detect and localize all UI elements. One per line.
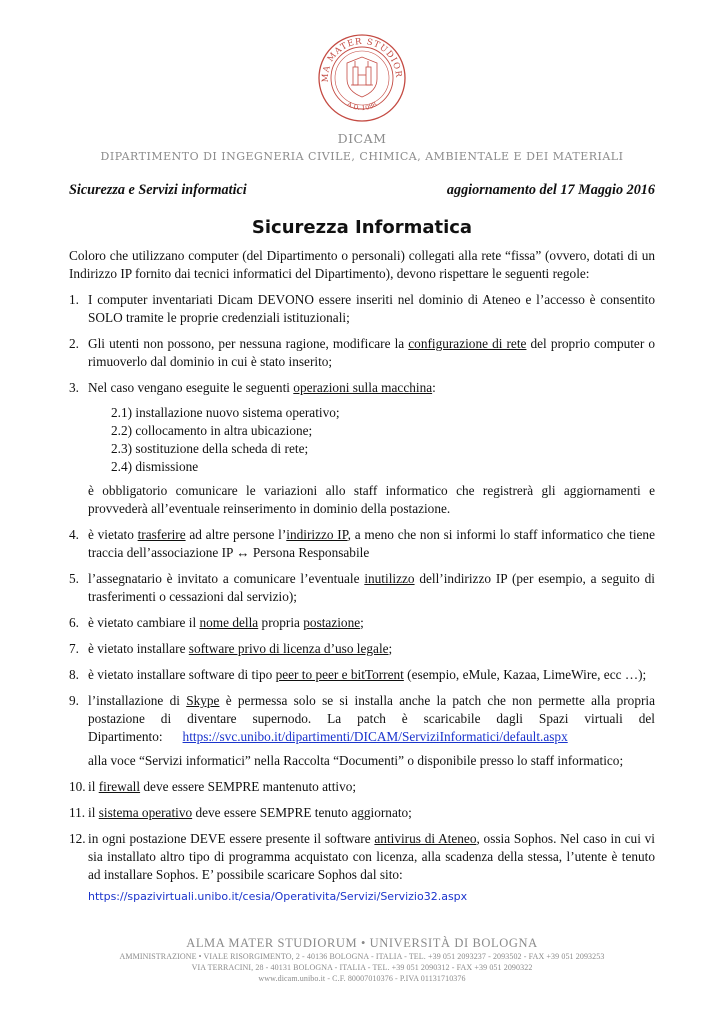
underlined-term: operazioni sulla macchina xyxy=(293,380,433,395)
item-number: 1. xyxy=(69,292,79,307)
underlined-term: firewall xyxy=(98,779,141,794)
item-continuation: è obbligatorio comunicare le variazioni allo staff informatico che registrerà gli aggiornamenti e provvederà all’eventuale reinserimento in dominio della postazione. xyxy=(88,483,655,516)
rule-item-10 xyxy=(69,778,655,796)
underlined-term: trasferire xyxy=(137,527,186,542)
document-body xyxy=(69,247,655,906)
footer-line: www.dicam.unibo.it - C.F. 80007010376 - P.IVA 01131710376 xyxy=(258,974,466,983)
underlined-term: sistema operativo xyxy=(98,805,193,820)
footer-university: ALMA MATER STUDIORUM • UNIVERSITÀ DI BOLOGNA xyxy=(186,936,538,950)
rule-item-5 xyxy=(69,570,655,606)
sub-item: 2.1) installazione nuovo sistema operativo; xyxy=(111,405,340,420)
svg-text:ALMA MATER STUDIORUM: MA MATER STUDIOR xyxy=(320,36,404,83)
svg-text:A.D. 1088: A.D. 1088 xyxy=(345,100,379,113)
item-text: è vietato xyxy=(88,527,138,542)
rule-item-6 xyxy=(69,614,655,632)
rule-item-12 xyxy=(69,830,655,906)
item-text: (esempio, eMule, Kazaa, LimeWire, ecc …); xyxy=(403,667,647,682)
item-number: 10. xyxy=(69,779,86,794)
sub-item: 2.3) sostituzione della scheda di rete; xyxy=(111,441,309,456)
item-number: 5. xyxy=(69,571,79,586)
item-continuation: alla voce “Servizi informatici” nella Raccolta “Documenti” o disponibile presso lo staff informatico; xyxy=(88,753,624,768)
sub-item: 2.2) collocamento in altra ubicazione; xyxy=(111,423,313,438)
section-label: Sicurezza e Servizi informatici xyxy=(69,182,247,198)
rule-item-3 xyxy=(69,379,655,518)
item-number: 7. xyxy=(69,641,79,656)
item-text: Gli utenti non possono, per nessuna ragione, modificare la xyxy=(88,336,409,351)
item-text: il xyxy=(88,805,99,820)
item-text: ; xyxy=(360,615,364,630)
footer-line: VIA TERRACINI, 28 - 40131 BOLOGNA - ITALIA - TEL. +39 051 2090312 - FAX +39 051 2090322 xyxy=(191,963,533,972)
item-number: 8. xyxy=(69,667,79,682)
rule-item-4 xyxy=(69,526,655,562)
item-number: 12. xyxy=(69,831,86,846)
underlined-term: antivirus di Ateneo xyxy=(374,831,477,846)
item-text: Nel caso vengano eseguite le seguenti xyxy=(88,380,294,395)
intro-paragraph: Coloro che utilizzano computer (del Dipartimento o personali) collegati alla rete “fissa” (ovvero, dotati di un Indirizzo IP fornito dai tecnici informatici del Dipartimento), devono rispettare le seguenti regole: xyxy=(69,248,655,281)
rule-item-1 xyxy=(69,291,655,327)
underlined-term: postazione xyxy=(303,615,361,630)
department-full-name: DIPARTIMENTO DI INGEGNERIA CIVILE, CHIMICA, AMBIENTALE E DEI MATERIALI xyxy=(100,150,624,163)
item-text: è vietato cambiare il xyxy=(88,615,200,630)
footer-line: AMMINISTRAZIONE • VIALE RISORGIMENTO, 2 - 40136 BOLOGNA - ITALIA - TEL. +39 051 2093237 - 2093502 - FAX +39 051 2093253 xyxy=(119,952,605,961)
item-number: 3. xyxy=(69,380,79,395)
underlined-term: nome della xyxy=(199,615,259,630)
rule-item-7 xyxy=(69,640,655,658)
item-text: è vietato installare xyxy=(88,641,189,656)
university-seal-logo xyxy=(317,33,407,123)
item-text: : xyxy=(432,380,436,395)
item-text: deve essere SEMPRE mantenuto attivo; xyxy=(140,779,357,794)
document-title: Sicurezza Informatica xyxy=(251,217,473,238)
sophos-download-link[interactable]: https://spazivirtuali.unibo.it/cesia/Operativita/Servizi/Servizio32.aspx xyxy=(88,890,468,903)
item-text: l’assegnatario è invitato a comunicare l’eventuale xyxy=(88,571,365,586)
underlined-term: inutilizzo xyxy=(364,571,415,586)
underlined-term: configurazione di rete xyxy=(408,336,527,351)
item-text: il xyxy=(88,779,99,794)
rule-item-11 xyxy=(69,804,655,822)
rule-item-2 xyxy=(69,335,655,371)
item-number: 9. xyxy=(69,693,79,708)
item-text: , a meno che non si informi lo staff informatico che tiene traccia dell’associazione IP ↔ Persona Responsabile xyxy=(88,527,655,560)
item-text: in ogni postazione DEVE essere presente il software xyxy=(88,831,375,846)
item-text: ad altre persone l’ xyxy=(185,527,287,542)
item-text: l’installazione di xyxy=(88,693,187,708)
underlined-term: software privo di licenza d’uso legale xyxy=(188,641,389,656)
rule-item-9 xyxy=(69,692,655,770)
item-text: ; xyxy=(388,641,393,656)
item-text: è permessa solo se si installa anche la patch che non permette alla propria postazione di diventare supernodo. La patch è scaricabile dagli Spazi virtuali del Dipartimento: xyxy=(88,693,655,744)
sub-list xyxy=(111,404,655,476)
item-text: propria xyxy=(258,615,304,630)
skype-patch-link[interactable]: https://svc.unibo.it/dipartimenti/DICAM/ServiziInformatici/default.aspx xyxy=(182,729,568,744)
sub-item: 2.4) dismissione xyxy=(111,459,199,474)
item-number: 6. xyxy=(69,615,79,630)
footer-address xyxy=(0,951,724,984)
underlined-term: peer to peer e bitTorrent xyxy=(275,667,404,682)
rule-item-8 xyxy=(69,666,655,684)
update-date: aggiornamento del 17 Maggio 2016 xyxy=(446,182,655,198)
underlined-term: Skype xyxy=(186,693,220,708)
item-text: del proprio computer o rimuoverlo dal dominio in cui è stato inserito; xyxy=(88,336,655,369)
item-text: , ossia Sophos. Nel caso in cui vi sia installato altro tipo di programma acquistato con licenza, alla scadenza della stessa, l’utente è tenuto ad installare Sophos. E’ possibile scaricare Sophos dal sito: xyxy=(88,831,656,882)
item-number: 4. xyxy=(69,527,79,542)
item-text: dell’indirizzo IP (per esempio, a seguito di trasferimenti o cessazioni dal servizio); xyxy=(88,571,655,604)
item-number: 11. xyxy=(69,805,86,820)
item-text: è vietato installare software di tipo xyxy=(88,667,276,682)
item-text: I computer inventariati Dicam DEVONO essere inseriti nel dominio di Ateneo e l’accesso è consentito SOLO tramite le proprie credenziali istituzionali; xyxy=(88,292,655,325)
underlined-term: indirizzo IP xyxy=(286,527,348,542)
item-number: 2. xyxy=(69,336,79,351)
item-text: deve essere SEMPRE tenuto aggiornato; xyxy=(192,805,412,820)
department-acronym: DICAM xyxy=(337,131,387,146)
